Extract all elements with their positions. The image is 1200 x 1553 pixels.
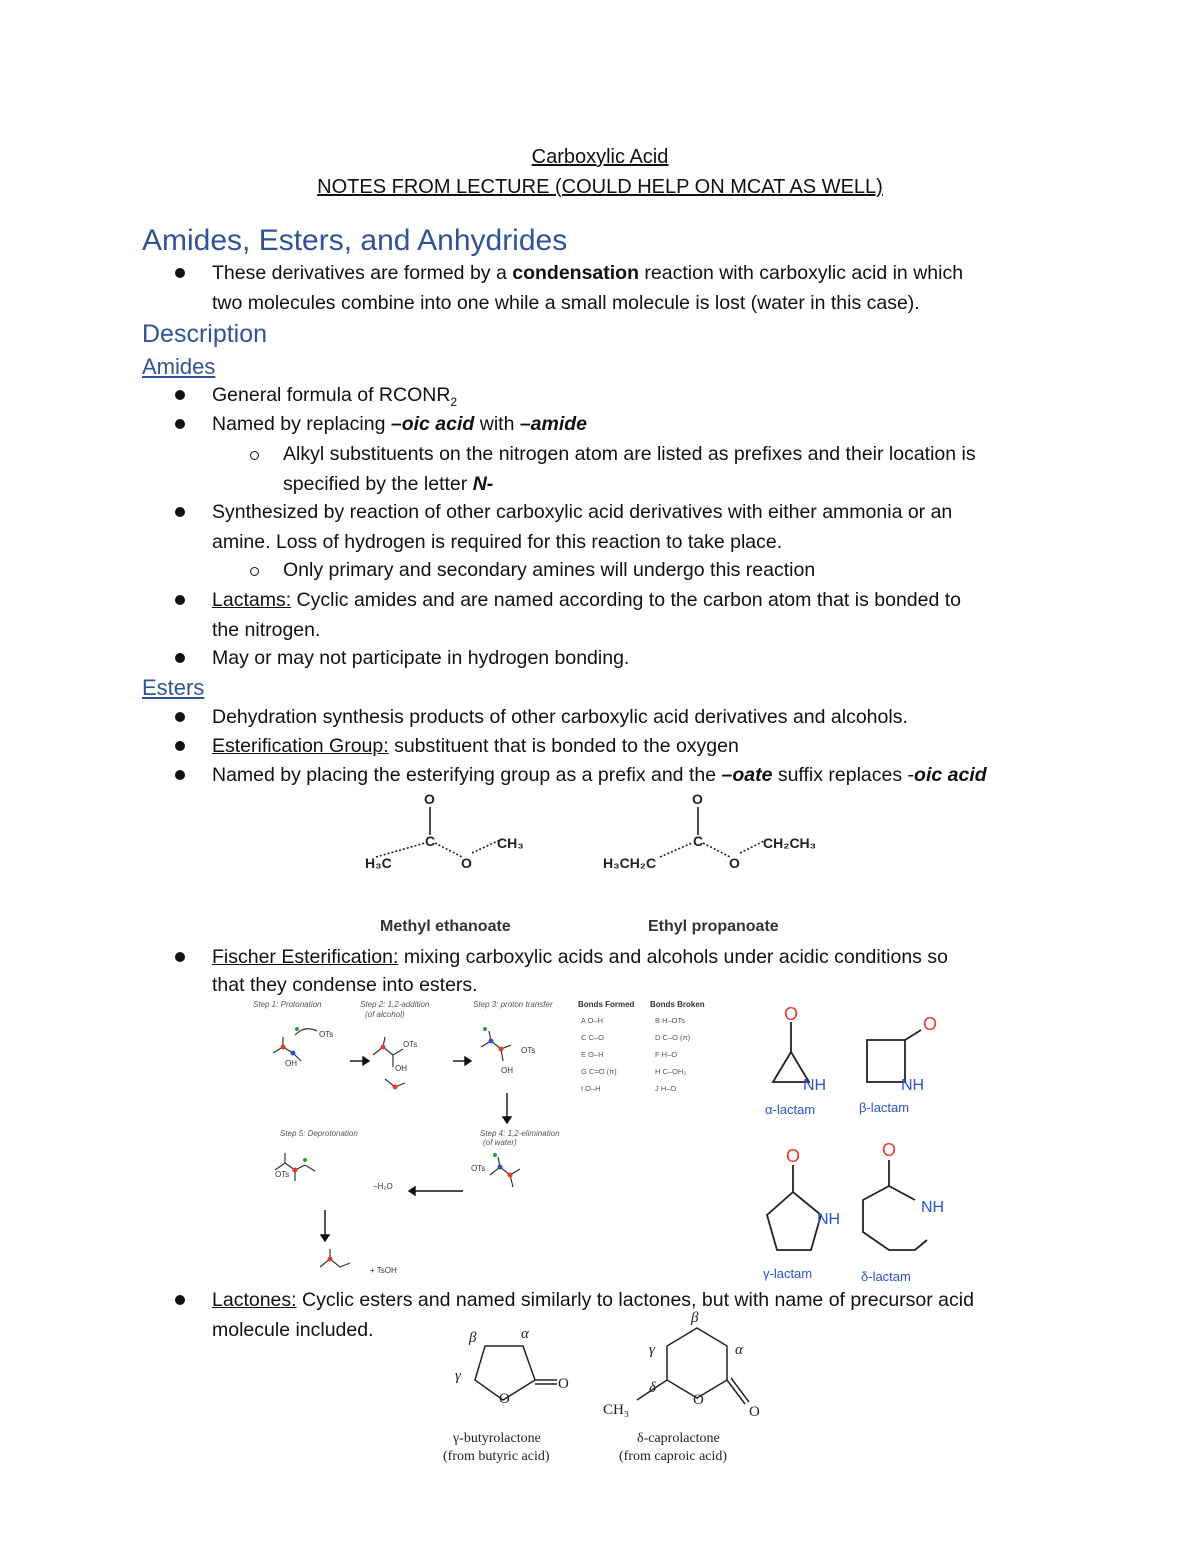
beta-lactam-label: β-lactam [859,1100,910,1115]
greek-label: δ [649,1380,656,1396]
greek-label: β [691,1310,699,1326]
ester-structures-figure [340,785,860,940]
bonds-formed-header: Bonds Formed [578,1000,635,1009]
sub-bullet-icon [250,567,259,576]
ester-dehydration-line: Dehydration synthesis products of other carboxylic acid derivatives and alcohols. [212,706,908,728]
atom-label: O [424,791,435,807]
esterification-group-line: Esterification Group: substituent that is bonded to the oxygen [212,735,739,757]
nh-label: NH [901,1077,925,1094]
bullet-icon [175,1295,185,1305]
bond-broken-row: H C–OH₂ [655,1067,687,1076]
carbonyl-oxygen-label: O [558,1376,569,1392]
methyl-label: CH₃ [603,1402,630,1418]
greek-label: γ [649,1342,655,1358]
ring-oxygen-label: O [499,1391,510,1407]
atom-label: OH [395,1064,407,1073]
lactones-line-1: Lactones: Cyclic esters and named similarly to lactones, but with name of precursor acid [212,1289,974,1311]
fischer-mechanism-figure [245,995,735,1285]
atom-label: OTs [403,1040,418,1049]
amide-alkyl-line-2: specified by the letter N- [283,473,494,495]
nh-label: NH [817,1211,841,1228]
amide-primary-line: Only primary and secondary amines will undergo this reaction [283,559,816,581]
amide-formula: General formula of $RCONR_2$ [212,384,458,409]
step-label: (of water) [483,1138,517,1147]
oxygen-label: O [784,1004,799,1024]
step-label: Step 2: 1,2-addition [360,1000,430,1009]
bullet-icon [175,952,185,962]
bullet-icon [175,741,185,751]
butyrolactone-source: (from butyric acid) [443,1449,550,1464]
amide-hbond-line: May or may not participate in hydrogen bonding. [212,647,630,669]
greek-label: α [735,1342,743,1358]
bond-broken-row: F H–O [655,1050,678,1059]
bullet-icon [175,507,185,517]
bond-formed-row: I O–H [581,1084,601,1093]
amide-naming: Named by replacing –oic acid with –amide [212,413,588,435]
nh-label: NH [921,1199,945,1216]
atom-label: OTs [275,1170,290,1179]
lactone-structures-figure [435,1308,775,1473]
atom-label: C [693,833,704,849]
amide-synthesis-line-2: amine. Loss of hydrogen is required for this reaction to take place. [212,531,783,553]
bullet-icon [175,653,185,663]
atom-label: O [729,855,740,871]
oxygen-label: O [882,1140,897,1160]
atom-label: C [425,833,436,849]
atom-label: OTs [471,1164,486,1173]
bond-formed-row: G C=O (π) [581,1067,617,1076]
atom-label: H₃C [365,855,392,871]
atom-label: CH₃ [497,835,524,851]
section-heading: Amides, Esters, and Anhydrides [142,224,568,257]
delta-lactam-label: δ-lactam [861,1269,911,1284]
atom-label: OTs [521,1046,536,1055]
bullet-icon [175,712,185,722]
butyrolactone-label: γ-butyrolactone [453,1431,541,1446]
description-heading: Description [142,320,268,348]
bond-broken-row: B H–OTs [655,1016,686,1025]
greek-label: β [469,1330,477,1346]
fischer-line-1: Fischer Esterification: mixing carboxylic acids and alcohols under acidic conditions so [212,946,948,968]
document-subtitle: NOTES FROM LECTURE (COULD HELP ON MCAT AS WELL) [317,176,883,198]
lactam-structures-figure [755,1000,955,1290]
document-title: Carboxylic Acid [531,146,669,168]
step-label: Step 1: Protonation [253,1000,322,1009]
atom-label: H₃CH₂C [603,855,657,871]
bond-formed-row: A O–H [581,1016,604,1025]
atom-label: CH₂CH₃ [763,835,817,851]
esters-heading: Esters [142,675,205,700]
greek-label: γ [455,1368,461,1384]
step-label: Step 5: Deprotonation [280,1129,358,1138]
lactams-line-2: the nitrogen. [212,619,321,641]
atom-label: O [692,791,703,807]
greek-label: α [521,1326,529,1342]
carbonyl-oxygen-label: O [749,1404,760,1420]
bond-broken-row: D C–O (π) [655,1033,691,1042]
methyl-ethanoate-label: Methyl ethanoate [380,918,511,935]
step-label: Step 3: proton transfer [473,1000,553,1009]
lactams-line-1: Lactams: Cyclic amides and are named according to the carbon atom that is bonded to [212,589,962,611]
atom-label: OH [501,1066,513,1075]
bullet-icon [175,595,185,605]
bond-broken-row: J H–O [655,1084,677,1093]
fischer-line-2: that they condense into esters. [212,974,478,996]
oxygen-label: O [923,1014,938,1034]
sub-bullet-icon [250,451,259,460]
lactones-line-2: molecule included. [212,1319,374,1341]
tsoh-label: + TsOH [370,1266,397,1275]
atom-label: OH [285,1059,297,1068]
oxygen-label: O [786,1146,801,1166]
bond-formed-row: C C–O [581,1033,604,1042]
bullet-icon [175,419,185,429]
intro-line-1: These derivatives are formed by a condensation reaction with carboxylic acid in which [212,262,964,284]
water-loss-label: −H₂O [373,1182,393,1191]
atom-label: O [461,855,472,871]
caprolactone-label: δ-caprolactone [637,1431,720,1446]
amide-synthesis-line-1: Synthesized by reaction of other carboxylic acid derivatives with either ammonia or an [212,501,953,523]
ring-oxygen-label: O [693,1392,704,1408]
alpha-lactam-label: α-lactam [765,1102,816,1117]
bullet-icon [175,268,185,278]
gamma-lactam-label: γ-lactam [763,1266,813,1281]
bond-formed-row: E O–H [581,1050,604,1059]
bullet-icon [175,770,185,780]
ester-naming-line: Named by placing the esterifying group as a prefix and the –oate suffix replaces -oic acid [212,764,987,786]
atom-label: OTs [319,1030,334,1039]
bullet-icon [175,390,185,400]
ethyl-propanoate-label: Ethyl propanoate [648,918,779,935]
amides-heading: Amides [142,354,216,379]
caprolactone-source: (from caproic acid) [619,1449,728,1464]
amide-alkyl-line-1: Alkyl substituents on the nitrogen atom are listed as prefixes and their location is [283,443,976,465]
intro-line-2: two molecules combine into one while a small molecule is lost (water in this case). [212,292,920,314]
step-label: Step 4: 1,2-elimination [480,1129,560,1138]
bonds-broken-header: Bonds Broken [650,1000,705,1009]
step-label: (of alcohol) [365,1010,405,1019]
nh-label: NH [803,1077,827,1094]
